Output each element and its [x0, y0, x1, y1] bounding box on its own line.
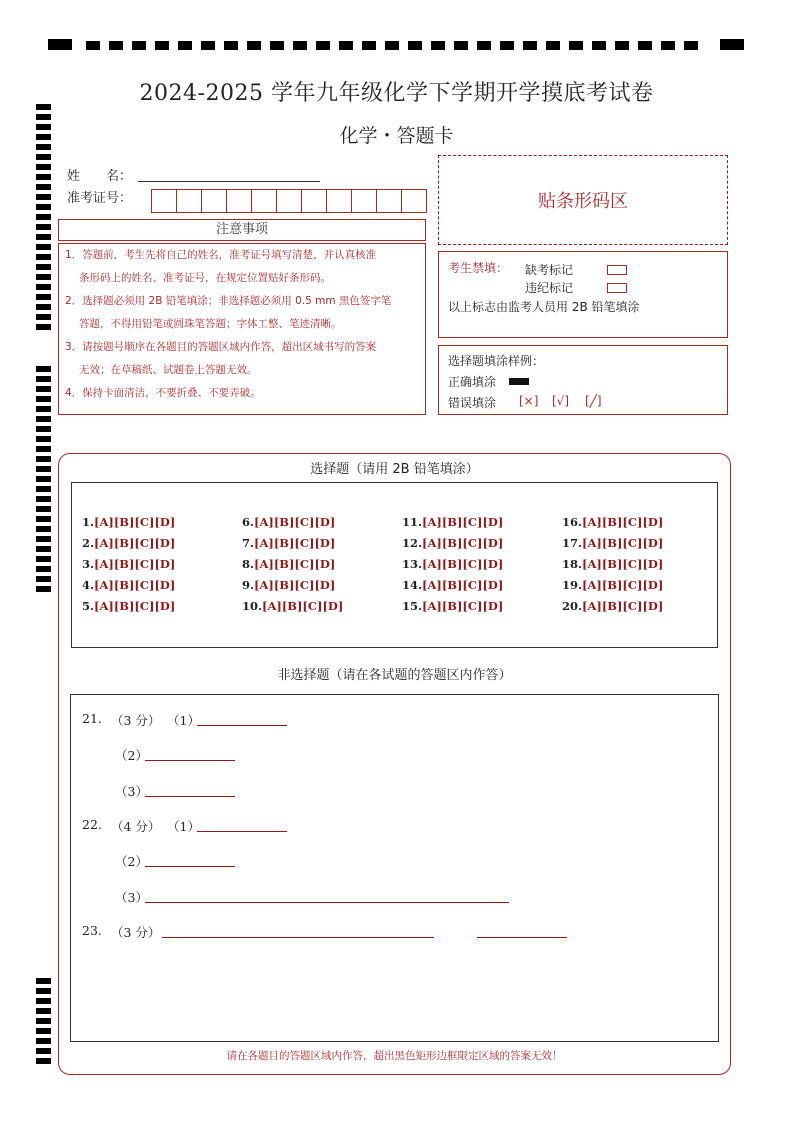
id-digit-box[interactable]: [151, 189, 177, 213]
timing-mark: [36, 476, 51, 482]
timing-mark: [36, 264, 51, 270]
question-number: 12.: [402, 536, 423, 550]
timing-mark: [615, 41, 629, 50]
choice-options[interactable]: [A][B][C][D]: [94, 536, 176, 550]
choice-options[interactable]: [A][B][C][D]: [254, 578, 336, 592]
question-number: 3.: [82, 557, 95, 571]
choice-question[interactable]: [402, 536, 503, 550]
sub-question-label: （3）: [115, 784, 148, 799]
choice-options[interactable]: [A][B][C][D]: [582, 578, 664, 592]
absent-mark-label: 缺考标记: [525, 263, 574, 277]
timing-mark: [36, 396, 51, 402]
timing-mark: [385, 41, 399, 50]
timing-mark: [454, 41, 468, 50]
fill-sample-box: [438, 345, 728, 415]
name-field[interactable]: [138, 180, 320, 182]
timing-mark: [569, 41, 583, 50]
timing-mark: [36, 466, 51, 472]
name-label: 姓 名：: [67, 169, 133, 184]
wrong-mark-sample: [╱]: [585, 394, 602, 408]
id-digit-box[interactable]: [301, 189, 327, 213]
choice-options[interactable]: [A][B][C][D]: [94, 578, 176, 592]
timing-mark: [201, 41, 215, 50]
timing-mark: [36, 496, 51, 502]
choice-options[interactable]: [A][B][C][D]: [94, 557, 176, 571]
question-number: 5.: [82, 599, 95, 613]
notice-line: 答题，不得用铅笔或圆珠笔答题；字体工整、笔迹清晰。: [79, 318, 342, 330]
top-timing-marks: [48, 38, 746, 52]
timing-mark: [362, 41, 376, 50]
timing-mark: [36, 1048, 51, 1054]
choice-question[interactable]: [562, 536, 663, 550]
choice-question[interactable]: [242, 515, 335, 529]
timing-mark: [36, 426, 51, 432]
timing-mark: [36, 366, 51, 372]
choice-question[interactable]: [242, 578, 335, 592]
sub-question-label: （2）: [115, 854, 148, 869]
answer-line[interactable]: [197, 725, 287, 726]
choice-question[interactable]: [82, 515, 175, 529]
barcode-area: [438, 155, 728, 245]
choice-options[interactable]: [A][B][C][D]: [422, 557, 504, 571]
choice-question[interactable]: [402, 557, 503, 571]
question-score: （4 分）: [111, 819, 161, 834]
choice-options[interactable]: [A][B][C][D]: [254, 557, 336, 571]
timing-mark: [36, 506, 51, 512]
timing-mark: [546, 41, 560, 50]
timing-mark: [247, 41, 261, 50]
choice-question[interactable]: [242, 599, 343, 613]
timing-mark: [36, 254, 51, 260]
choice-question[interactable]: [82, 557, 175, 571]
timing-mark: [270, 41, 284, 50]
id-digit-box[interactable]: [226, 189, 252, 213]
page-subtitle: 化学・答题卡: [339, 125, 454, 147]
timing-mark: [36, 204, 51, 210]
timing-mark: [293, 41, 307, 50]
id-digit-box[interactable]: [376, 189, 402, 213]
question-number: 13.: [402, 557, 423, 571]
notice-line: 1．答题前，考生先将自己的姓名，准考证号填写清楚，并认真核准: [65, 249, 377, 261]
choice-question[interactable]: [402, 599, 503, 613]
timing-mark: [36, 314, 51, 320]
answer-line[interactable]: [145, 902, 509, 903]
question-number: 18.: [562, 557, 583, 571]
answer-line[interactable]: [145, 796, 235, 797]
timing-mark: [523, 41, 537, 50]
choice-question[interactable]: [82, 578, 175, 592]
timing-mark: [36, 436, 51, 442]
sub-question-label: （1）: [167, 713, 200, 728]
choice-options[interactable]: [A][B][C][D]: [94, 599, 176, 613]
absent-mark-box[interactable]: [607, 265, 627, 275]
id-digit-box[interactable]: [251, 189, 277, 213]
timing-mark: [132, 41, 146, 50]
notice-line: 3．请按题号顺序在各题目的答题区域内作答，超出区域书写的答案: [65, 341, 377, 353]
forbid-label: 考生禁填：: [448, 261, 509, 275]
question-number: 4.: [82, 578, 95, 592]
page-title: 2024-2025 学年九年级化学下学期开学摸底考试卷: [139, 81, 654, 106]
timing-mark: [720, 39, 744, 50]
timing-mark: [408, 41, 422, 50]
timing-mark: [36, 526, 51, 532]
question-score: （3 分）: [111, 713, 161, 728]
violation-mark-box[interactable]: [607, 283, 627, 293]
timing-mark: [36, 1028, 51, 1034]
timing-mark: [36, 284, 51, 290]
question-number: 1.: [82, 515, 95, 529]
wrong-fill-label: 错误填涂: [448, 396, 497, 410]
choice-question[interactable]: [242, 557, 335, 571]
timing-mark: [36, 174, 51, 180]
choice-section-title: 选择题（请用 2B 铅笔填涂）: [310, 462, 479, 477]
timing-mark: [638, 41, 652, 50]
notice-heading: 注意事项: [58, 219, 426, 241]
choice-options[interactable]: [A][B][C][D]: [254, 515, 336, 529]
id-digit-box[interactable]: [401, 189, 427, 213]
timing-mark: [36, 1018, 51, 1024]
question-number: 7.: [242, 536, 255, 550]
timing-mark: [477, 41, 491, 50]
sub-question-label: （2）: [115, 748, 148, 763]
timing-mark: [36, 1058, 51, 1064]
id-digit-box[interactable]: [326, 189, 352, 213]
timing-mark: [36, 998, 51, 1004]
timing-mark: [36, 224, 51, 230]
choice-question[interactable]: [562, 599, 663, 613]
question-number: 22.: [82, 817, 102, 832]
notice-box: [58, 243, 426, 415]
choice-options[interactable]: [A][B][C][D]: [422, 515, 504, 529]
timing-mark: [36, 988, 51, 994]
choice-question[interactable]: [402, 515, 503, 529]
question-number: 17.: [562, 536, 583, 550]
answer-line[interactable]: [162, 937, 434, 938]
timing-mark: [36, 324, 51, 330]
timing-mark: [36, 386, 51, 392]
choice-options[interactable]: [A][B][C][D]: [582, 599, 664, 613]
choice-question[interactable]: [82, 599, 175, 613]
timing-mark: [36, 456, 51, 462]
wrong-mark-sample: [√]: [552, 394, 570, 408]
question-number: 21.: [82, 711, 102, 726]
timing-mark: [500, 41, 514, 50]
timing-mark: [36, 184, 51, 190]
choice-options[interactable]: [A][B][C][D]: [262, 599, 344, 613]
timing-mark: [36, 516, 51, 522]
sub-question-label: （1）: [167, 819, 200, 834]
timing-mark: [36, 566, 51, 572]
choice-question[interactable]: [402, 578, 503, 592]
choice-question[interactable]: [562, 515, 663, 529]
question-number: 8.: [242, 557, 255, 571]
timing-mark: [36, 556, 51, 562]
timing-mark: [36, 1038, 51, 1044]
choice-options[interactable]: [A][B][C][D]: [422, 599, 504, 613]
timing-mark: [684, 41, 698, 50]
timing-mark: [36, 194, 51, 200]
question-number: 15.: [402, 599, 423, 613]
timing-mark: [36, 416, 51, 422]
timing-mark: [36, 234, 51, 240]
question-number: 2.: [82, 536, 95, 550]
timing-mark: [36, 294, 51, 300]
timing-mark: [86, 41, 100, 50]
timing-mark: [36, 214, 51, 220]
notice-line: 无效；在草稿纸、试题卷上答题无效。: [79, 364, 258, 376]
timing-mark: [36, 114, 51, 120]
id-digit-box[interactable]: [176, 189, 202, 213]
question-number: 16.: [562, 515, 583, 529]
choice-options[interactable]: [A][B][C][D]: [582, 557, 664, 571]
timing-mark: [339, 41, 353, 50]
timing-mark: [36, 446, 51, 452]
timing-mark: [36, 164, 51, 170]
choice-options[interactable]: [A][B][C][D]: [254, 536, 336, 550]
timing-mark: [661, 41, 675, 50]
timing-mark: [109, 41, 123, 50]
timing-mark: [36, 304, 51, 310]
question-number: 10.: [242, 599, 263, 613]
question-score: （3 分）: [111, 925, 161, 940]
timing-mark: [36, 376, 51, 382]
notice-line: 2．选择题必须用 2B 铅笔填涂；非选择题必须用 0.5 mm 黑色签字笔: [65, 295, 392, 307]
timing-mark: [36, 154, 51, 160]
id-digit-box[interactable]: [276, 189, 302, 213]
choice-options[interactable]: [A][B][C][D]: [94, 515, 176, 529]
notice-line: 4．保持卡面清洁，不要折叠、不要弄破。: [65, 387, 261, 399]
nonchoice-answer-box: [70, 694, 719, 1042]
question-number: 6.: [242, 515, 255, 529]
timing-mark: [36, 536, 51, 542]
correct-fill-sample: [509, 378, 529, 385]
timing-mark: [36, 546, 51, 552]
timing-mark: [224, 41, 238, 50]
choice-options[interactable]: [A][B][C][D]: [422, 578, 504, 592]
timing-mark: [36, 586, 51, 592]
sub-question-label: （3）: [115, 890, 148, 905]
choice-answer-box: [71, 482, 718, 648]
question-number: 14.: [402, 578, 423, 592]
question-number: 23.: [82, 923, 102, 938]
barcode-label: 贴条形码区: [538, 191, 628, 212]
answer-line[interactable]: [145, 866, 235, 867]
id-label: 准考证号：: [67, 191, 133, 206]
choice-question[interactable]: [242, 536, 335, 550]
timing-mark: [316, 41, 330, 50]
answer-line[interactable]: [145, 760, 235, 761]
notice-line: 条形码上的姓名、准考证号，在规定位置贴好条形码。: [79, 272, 331, 284]
timing-mark: [36, 406, 51, 412]
choice-options[interactable]: [A][B][C][D]: [422, 536, 504, 550]
answer-line[interactable]: [197, 831, 287, 832]
id-digit-box[interactable]: [351, 189, 377, 213]
wrong-mark-sample: [×]: [519, 394, 539, 408]
question-number: 9.: [242, 578, 255, 592]
question-number: 20.: [562, 599, 583, 613]
timing-mark: [36, 576, 51, 582]
timing-mark: [155, 41, 169, 50]
choice-options[interactable]: [A][B][C][D]: [582, 536, 664, 550]
timing-mark: [431, 41, 445, 50]
violation-mark-label: 违纪标记: [525, 281, 574, 295]
proctor-marks-box: [438, 251, 728, 338]
timing-mark: [592, 41, 606, 50]
timing-mark: [48, 39, 72, 50]
id-digit-box[interactable]: [201, 189, 227, 213]
timing-mark: [36, 486, 51, 492]
choice-question[interactable]: [562, 578, 663, 592]
correct-fill-label: 正确填涂: [448, 375, 497, 389]
timing-mark: [36, 978, 51, 984]
exam-id-boxes[interactable]: [151, 189, 426, 213]
answer-line[interactable]: [477, 937, 567, 938]
sample-title: 选择题填涂样例：: [448, 354, 545, 368]
timing-mark: [178, 41, 192, 50]
forbid-note: 以上标志由监考人员用 2B 铅笔填涂: [448, 300, 640, 314]
question-number: 11.: [402, 515, 423, 529]
nonchoice-section-title: 非选择题（请在各试题的答题区内作答）: [277, 668, 512, 683]
timing-mark: [36, 1008, 51, 1014]
footer-note: 请在各题目的答题区域内作答，超出黑色矩形边框限定区域的答案无效！: [226, 1050, 563, 1062]
choice-question[interactable]: [82, 536, 175, 550]
choice-options[interactable]: [A][B][C][D]: [582, 515, 664, 529]
timing-mark: [36, 274, 51, 280]
question-number: 19.: [562, 578, 583, 592]
timing-mark: [36, 244, 51, 250]
choice-question[interactable]: [562, 557, 663, 571]
